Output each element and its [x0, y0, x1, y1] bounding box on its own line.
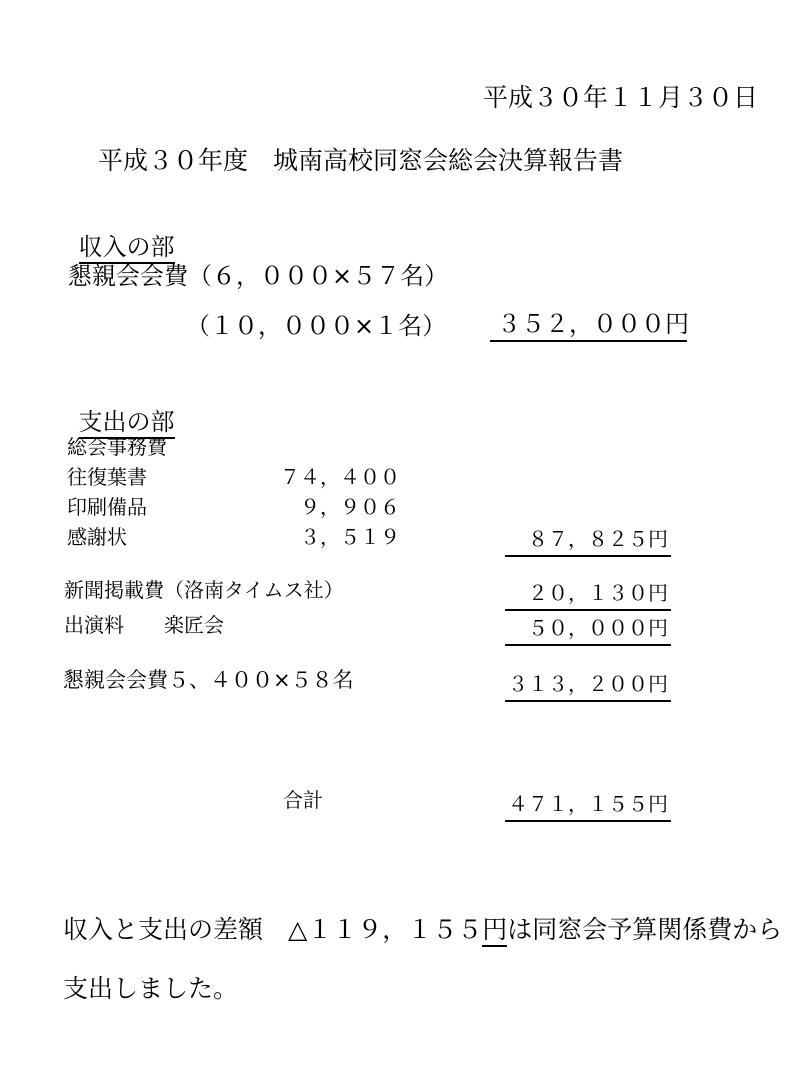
expense-row-value: ３，５１９	[300, 525, 400, 549]
expense-office-costs-header: 総会事務費	[67, 435, 167, 459]
expense-row-value: ９，９０６	[300, 495, 400, 519]
closing-note-line1	[63, 916, 782, 944]
expense-total-amount: ４７１，１５５円	[505, 788, 671, 822]
newspaper-expense-label: 新聞掲載費（洛南タイムス社）	[64, 578, 344, 602]
income-item-label-line1: 懇親会会費（６，０００×５７名）	[68, 262, 449, 290]
report-date: 平成３０年１１月３０日	[483, 83, 759, 112]
party-fee-label: 懇親会会費５、４００×５８名	[63, 668, 354, 692]
office-costs-subtotal-amount: ８７，８２５円	[505, 523, 671, 557]
expense-row-value: ７４，４００	[280, 465, 400, 489]
closing-note-prefix: 収入と支出の差額 △１１９，１５５	[63, 915, 483, 944]
income-total-amount: ３５２，０００円	[490, 311, 687, 342]
income-item-label-line2: （１０，０００×１名）	[186, 312, 447, 340]
expense-section-heading-text: 支出の部	[79, 408, 175, 439]
party-fee-amount: ３１３，２００円	[505, 668, 671, 702]
report-title: 平成３０年度 城南高校同窓会総会決算報告書	[98, 146, 624, 175]
expense-row-label: 印刷備品	[67, 495, 147, 519]
expense-row-label: 感謝状	[67, 525, 127, 549]
closing-note-line2: 支出しました。	[63, 974, 239, 1003]
performance-fee-amount: ５０，０００円	[505, 612, 671, 646]
expense-total-label: 合計	[283, 788, 323, 812]
closing-note-yen-underlined: 円	[482, 915, 507, 947]
performance-fee-label: 出演料 楽匠会	[64, 613, 224, 637]
expense-row-label: 往復葉書	[67, 465, 147, 489]
income-section-heading-text: 収入の部	[79, 233, 175, 264]
closing-note-suffix: は同窓会予算関係費から	[507, 915, 783, 944]
newspaper-expense-amount: ２０，１３０円	[505, 577, 671, 611]
